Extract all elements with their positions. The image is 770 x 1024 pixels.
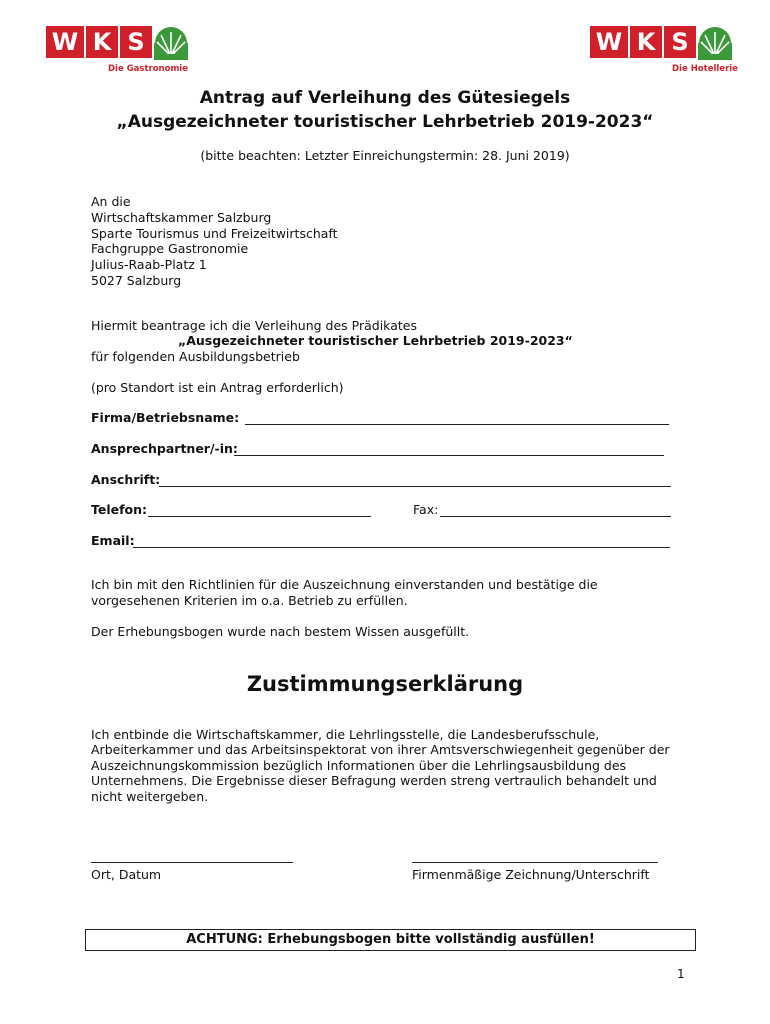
consent-heading: Zustimmungserklärung [246,672,524,696]
address-line: Sparte Tourismus und Freizeitwirtschaft [91,226,338,241]
request-award-name: „Ausgezeichneter touristischer Lehrbetrieb 2019-2023“ [178,333,573,348]
logo-letters [46,26,154,60]
address-line: An die [91,194,131,209]
logo-letter-k: K [86,26,118,58]
document-subtitle: „Ausgezeichneter touristischer Lehrbetrieb 2019-2023“ [116,112,654,132]
fax-input-line[interactable] [440,516,671,517]
sun-emblem-icon [698,26,732,60]
consent-text: Arbeiterkammer und das Arbeitsinspektorat von ihrer Amtsverschwiegenheit gegenüber der [91,742,670,757]
place-date-line[interactable] [91,862,293,863]
firma-label: Firma/Betriebsname: [91,410,240,425]
telefon-label: Telefon: [91,502,148,517]
notice-box: ACHTUNG: Erhebungsbogen bitte vollständig ausfüllen! [85,929,696,951]
firma-input-line[interactable] [245,424,669,425]
logo-subtitle: Die Gastronomie [108,64,188,74]
deadline-note: (bitte beachten: Letzter Einreichungstermin: 28. Juni 2019) [200,148,570,163]
logo-letters [590,26,698,60]
agreement-text: Der Erhebungsbogen wurde nach bestem Wissen ausgefüllt. [91,624,470,639]
address-line: Wirtschaftskammer Salzburg [91,210,272,225]
ansprechpartner-label: Ansprechpartner/-in: [91,441,238,456]
address-line: Fachgruppe Gastronomie [91,241,249,256]
logo-hotellerie [590,26,740,88]
agreement-text: Ich bin mit den Richtlinien für die Auszeichnung einverstanden und bestätige die [91,577,598,592]
consent-text: Ich entbinde die Wirtschaftskammer, die Lehrlingsstelle, die Landesberufsschule, [91,727,600,742]
logo-letter-w: W [46,26,84,58]
address-line: Julius-Raab-Platz 1 [91,257,207,272]
document-title: Antrag auf Verleihung des Gütesiegels [199,88,571,108]
email-label: Email: [91,533,135,548]
logo-letter-s: S [120,26,152,58]
email-input-line[interactable] [133,547,670,548]
agreement-text: vorgesehenen Kriterien im o.a. Betrieb zu erfüllen. [91,593,408,608]
address-line: 5027 Salzburg [91,273,182,288]
place-date-label: Ort, Datum [91,867,162,882]
logo-letter-k: K [630,26,662,58]
logo-letter-w: W [590,26,628,58]
signature-label: Firmenmäßige Zeichnung/Unterschrift [412,867,650,882]
logo-subtitle: Die Hotellerie [672,64,738,74]
anschrift-label: Anschrift: [91,472,161,487]
sun-emblem-icon [154,26,188,60]
request-text: für folgenden Ausbildungsbetrieb [91,349,300,364]
consent-text: Auszeichnungskommission bezüglich Informationen über die Lehrlingsausbildung des [91,758,627,773]
consent-text: Unternehmens. Die Ergebnisse dieser Befragung werden streng vertraulich behandelt und [91,773,657,788]
ansprechpartner-input-line[interactable] [234,455,664,456]
logo-gastronomie [46,26,196,88]
telefon-input-line[interactable] [148,516,371,517]
consent-text: nicht weitergeben. [91,789,209,804]
anschrift-input-line[interactable] [159,486,671,487]
fax-label: Fax: [413,502,439,517]
request-text: Hiermit beantrage ich die Verleihung des Prädikates [91,318,417,333]
page-number: 1 [677,967,685,981]
request-note: (pro Standort ist ein Antrag erforderlich) [91,380,344,395]
signature-line[interactable] [412,862,658,863]
logo-letter-s: S [664,26,696,58]
